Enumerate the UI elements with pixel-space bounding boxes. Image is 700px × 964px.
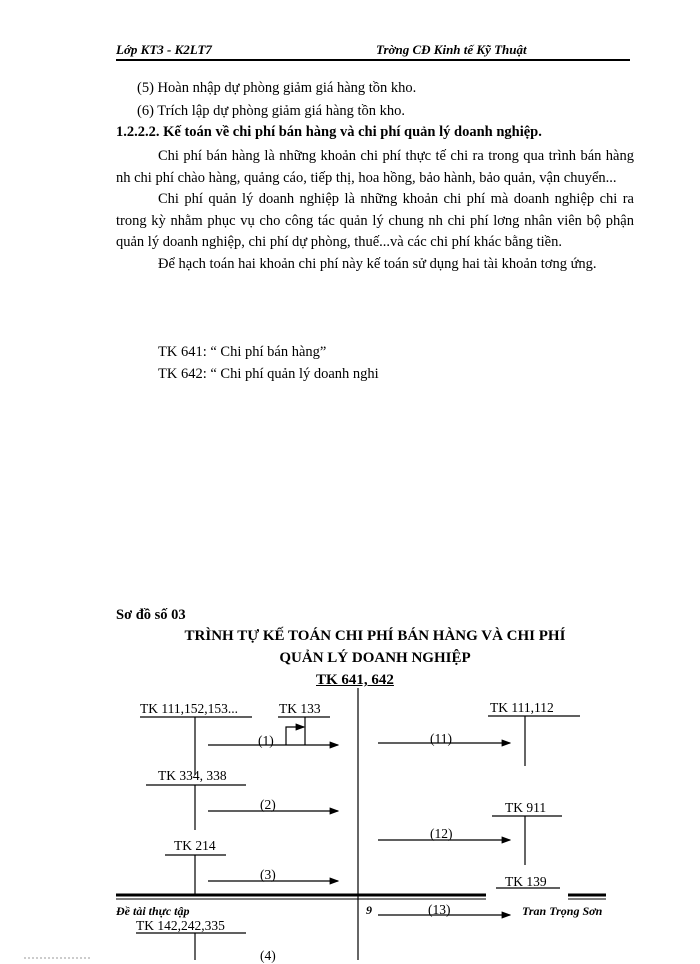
paragraph: Chi phí bán hàng là những khoản chi phí thực tế chi ra trong qua trình bán hàng nh chi phí chào hàng, quảng cáo, tiếp thị, hoa hồng, bảo hành, bảo quản, vận chuyển... [116,148,634,186]
acct-334-338: TK 334, 338 [158,768,227,783]
center-account: TK 641, 642 [316,672,394,688]
acct-911: TK 911 [505,800,547,815]
page-number: 9 [366,903,372,917]
list-item: (6) Trích lập dự phòng giảm giá hàng tồn kho. [137,103,406,119]
step-label: (3) [260,867,276,882]
acct-111-152-153: TK 111,152,153... [140,701,238,716]
acct-111-112: TK 111,112 [490,700,554,715]
diagram-title-line2: QUẢN LÝ DOANH NGHIỆP [279,650,471,666]
step-label: (11) [430,731,452,746]
acct-139: TK 139 [505,874,547,889]
step-label: (12) [430,826,453,841]
step-label: (13) [428,902,451,917]
step-label: (1) [258,733,274,748]
diagram-label: Sơ đồ số 03 [116,607,186,623]
step-label: (4) [260,948,276,963]
diagram-title-line1: TRÌNH TỰ KẾ TOÁN CHI PHÍ BÁN HÀNG VÀ CHI PHÍ [184,628,566,644]
account-641: TK 641: “ Chi phí bán hàng” [158,344,327,360]
header-school: Trờng CĐ Kinh tế Kỹ Thuật [376,42,527,57]
acct-133: TK 133 [279,701,321,716]
step-1-vat-arrow [286,727,304,745]
paragraph: Để hạch toán hai khoản chi phí này kế toán sử dụng hai tài khoản tơng ứng. [158,255,597,272]
list-item: (5) Hoàn nhập dự phòng giảm giá hàng tồn kho. [137,80,417,96]
acct-214: TK 214 [174,838,216,853]
footer-left: Đề tài thực tập [116,904,190,918]
footer-author: Tran Trọng Sơn [522,904,603,918]
header-class: Lớp KT3 - K2LT7 [116,42,212,57]
account-642: TK 642: “ Chi phí quản lý doanh nghi [158,366,379,382]
step-label: (2) [260,797,276,812]
acct-142-242-335: TK 142,242,335 [136,918,225,933]
section-title: 1.2.2.2. Kế toán về chi phí bán hàng và chi phí quản lý doanh nghiệp. [116,124,542,140]
paragraph: Chi phí quản lý doanh nghiệp là những khoản chi phí mà doanh nghiệp chi ra trong kỳ nhằm phục vụ cho công tác quản lý chung nh chi phí lơng nhân viên bộ phận quản lý doanh nghiệp, chi phí dự phòng, thuế...và các chi phí khác bằng tiền. [116,191,634,250]
